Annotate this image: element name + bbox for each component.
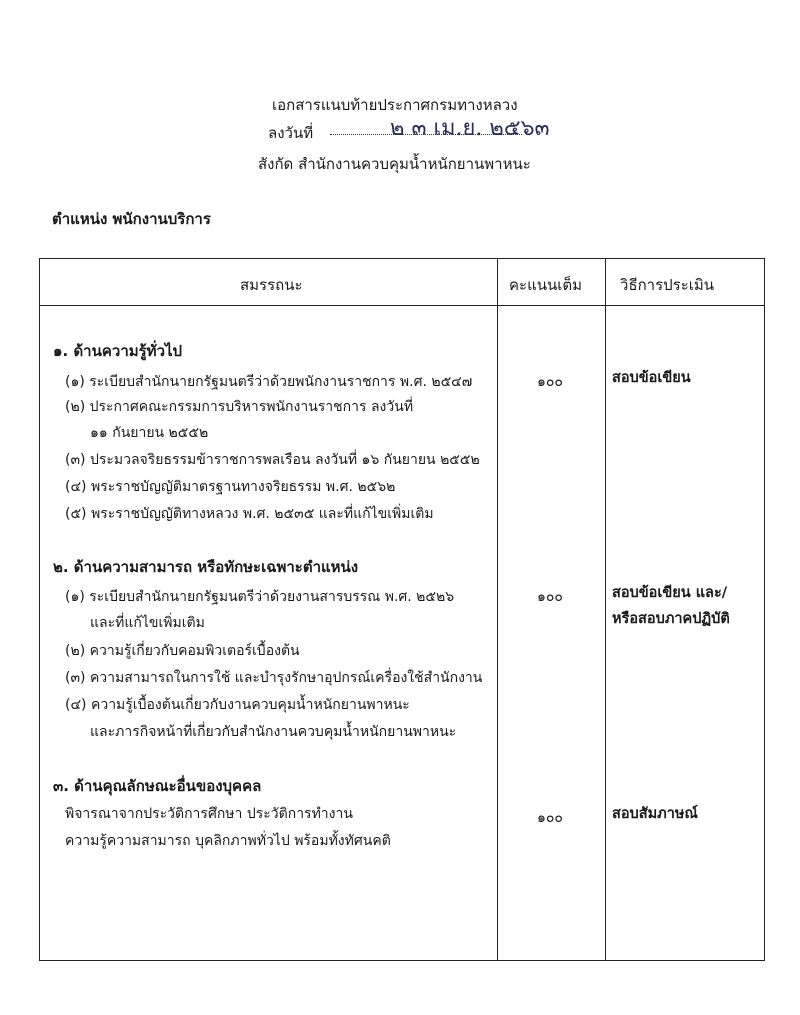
- list-item: และภารกิจหน้าที่เกี่ยวกับสำนักงานควบคุมน้ำหนักยานพาหนะ: [90, 724, 457, 740]
- section-title: ๓. ด้านคุณลักษณะอื่นของบุคคล: [53, 777, 262, 795]
- header-competency: สมรรถนะ: [240, 276, 303, 294]
- list-item: ๑๑ กันยายน ๒๕๕๒: [90, 425, 209, 441]
- list-item: (๑) ระเบียบสำนักนายกรัฐมนตรีว่าด้วยพนักงานราชการ พ.ศ. ๒๕๔๗: [65, 374, 473, 390]
- handwritten-date: ๒ ๓ เม.ย. ๒๕๖๓: [390, 116, 550, 141]
- full-score: ๑๐๐: [537, 589, 563, 605]
- section-title: ๒. ด้านความสามารถ หรือทักษะเฉพาะตำแหน่ง: [53, 558, 359, 576]
- assessment-method: [612, 580, 730, 632]
- list-item: (๒) ประกาศคณะกรรมการบริหารพนักงานราชการ ลงวันที่: [65, 399, 414, 415]
- method-line: สอบข้อเขียน และ/: [612, 585, 728, 601]
- list-item: พิจารณาจากประวัติการศึกษา ประวัติการทำงาน: [65, 806, 353, 822]
- list-item: (๓) ความสามารถในการใช้ และบำรุงรักษาอุปกรณ์เครื่องใช้สำนักงาน: [65, 670, 483, 686]
- list-item: (๓) ประมวลจริยธรรมข้าราชการพลเรือน ลงวันที่ ๑๖ กันยายน ๒๕๕๒: [65, 452, 480, 468]
- announcement-title: เอกสารแนบท้ายประกาศกรมทางหลวง: [272, 96, 518, 114]
- list-item: (๔) พระราชบัญญัติมาตรฐานทางจริยธรรม พ.ศ. ๒๕๖๒: [65, 479, 396, 495]
- section-title: ๑. ด้านความรู้ทั่วไป: [53, 342, 183, 360]
- method-line: หรือสอบภาคปฏิบัติ: [612, 611, 730, 627]
- column-divider: [605, 259, 606, 960]
- header-full-score: คะแนนเต็ม: [509, 276, 583, 294]
- list-item: (๕) พระราชบัญญัติทางหลวง พ.ศ. ๒๕๓๕ และที่แก้ไขเพิ่มเติม: [65, 506, 434, 522]
- date-label: ลงวันที่: [268, 124, 314, 142]
- list-item: และที่แก้ไขเพิ่มเติม: [90, 615, 205, 631]
- position-title: ตำแหน่ง พนักงานบริการ: [52, 210, 211, 228]
- list-item: (๔) ความรู้เบื้องต้นเกี่ยวกับงานควบคุมน้ำหนักยานพาหนะ: [65, 697, 410, 713]
- full-score: ๑๐๐: [537, 374, 563, 390]
- list-item: (๑) ระเบียบสำนักนายกรัฐมนตรีว่าด้วยงานสารบรรณ พ.ศ. ๒๕๒๖: [65, 589, 455, 605]
- list-item: ความรู้ความสามารถ บุคลิกภาพทั่วไป พร้อมทั้งทัศนคติ: [65, 833, 391, 849]
- full-score: ๑๐๐: [537, 810, 563, 826]
- column-divider: [497, 259, 498, 960]
- assessment-method: [612, 801, 698, 827]
- header-divider: [40, 305, 764, 306]
- competency-table: [39, 258, 765, 961]
- department-line: สังกัด สำนักงานควบคุมน้ำหนักยานพาหนะ: [258, 155, 531, 173]
- header-assessment-method: วิธีการประเมิน: [620, 276, 715, 294]
- assessment-method: [612, 365, 691, 391]
- list-item: (๒) ความรู้เกี่ยวกับคอมพิวเตอร์เบื้องต้น: [65, 643, 300, 659]
- method-line: สอบข้อเขียน: [612, 370, 691, 386]
- method-line: สอบสัมภาษณ์: [612, 806, 698, 822]
